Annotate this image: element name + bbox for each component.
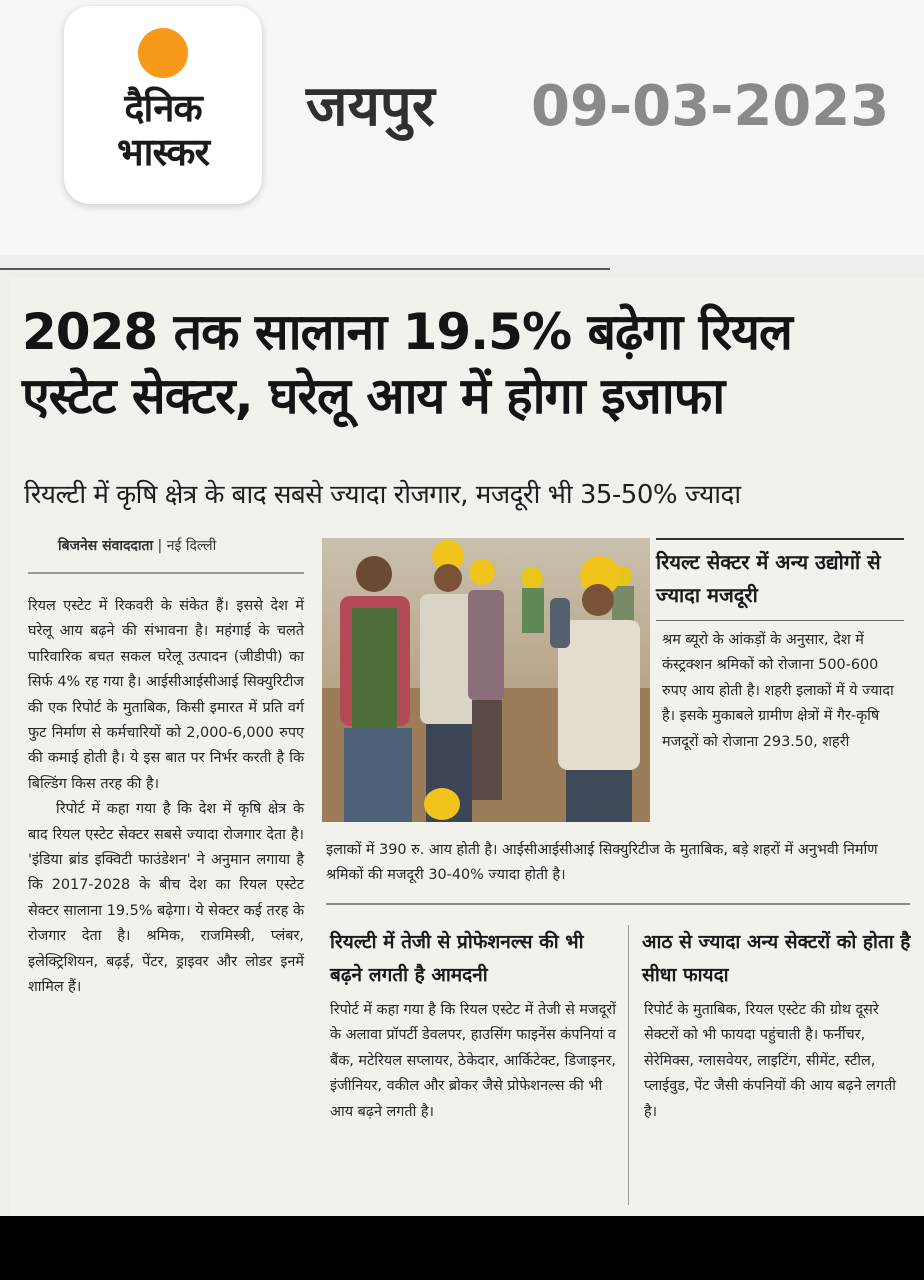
construction-workers-photo [322, 538, 650, 822]
box-headline: रियल्ट सेक्टर में अन्य उद्योगों से ज्यादा मजदूरी [656, 550, 881, 607]
header-divider [0, 268, 610, 270]
byline-place: नई दिल्ली [166, 538, 217, 554]
byline-separator: | [157, 538, 167, 554]
byline-author: बिजनेस संवाददाता [58, 538, 154, 554]
other-sectors-body: रिपोर्ट के मुताबिक, रियल एस्टेट की ग्रोथ दूसरे सेक्टरों को भी फायदा पहुंचाती है। फर्नीचर, सेरेमिक्स, ग्लासवेयर, लाइटिंग, सीमेंट, स्टील, प्लाईवुड, पेंट जैसी कंपनियों की आय बढ़ने लगती है। [644, 1002, 897, 1120]
edition-date: 09-03-2023 [531, 74, 890, 139]
box-body-continued: इलाकों में 390 रु. आय होती है। आईसीआईसीआई सिक्युरिटीज के मुताबिक, बड़े शहरों में अनुभवी निर्माण श्रमिकों की मजदूरी 30-40% ज्यादा होती है। [326, 842, 878, 884]
logo-text-line2: भास्कर [116, 129, 210, 174]
body-paragraph-1: रियल एस्टेट में रिकवरी के संकेत हैं। इससे देश में घरेलू आय बढ़ने की संभावना है। महंगाई के चलते पारिवारिक बचत सकल घरेलू उत्पादन (जीडीपी) का सिर्फ 4% रह गया है। आईसीआईसीआई सिक्युरिटीज की एक रिपोर्ट के मुताबिक, किसी इमारत में प्रति वर्ग फुट निर्माण से कर्मचारियों को 2,000-6,000 रुपए की कमाई होती है। ये इस बात पर निर्भर करती है कि बिल्डिंग किस तरह की है। [28, 598, 304, 792]
professionals-body: रिपोर्ट में कहा गया है कि रियल एस्टेट में तेजी से मजदूरों के अलावा प्रॉपर्टी डेवलपर, हाउसिंग फाइनेंस कंपनियां व बैंक, मटेरियल सप्लायर, ठेकेदार, आर्किटेक्ट, डिजाइनर, इंजीनियर, वकील और ब्रोकर जैसे प्रोफेशनल्स की भी आय बढ़ने लगती है। [330, 1002, 616, 1120]
bottom-black-bar [0, 1216, 924, 1280]
logo-text-line1: दैनिक [124, 85, 202, 130]
dainik-bhaskar-logo [64, 6, 262, 204]
headline-line2: एस्टेट सेक्टर, घरेलू आय में होगा इजाफा [22, 367, 725, 425]
body-paragraph-2: रिपोर्ट में कहा गया है कि देश में कृषि क्षेत्र के बाद रियल एस्टेट सेक्टर सबसे ज्यादा रोजगार देता है। 'इंडिया ब्रांड इक्विटी फाउंडेशन' ने अनुमान लगाया है कि 2017-2028 के बीच देश का रियल एस्टेट सेक्टर सालाना 19.5% बढ़ेगा। ये सेक्टर कई तरह के रोजगार देता है। श्रमिक, राजमिस्त्री, प्लंबर, इलेक्ट्रिशियन, बढ़ई, पेंटर, ड्राइवर और लोडर इनमें शामिल हैं। [28, 801, 304, 996]
article-subheadline: रियल्टी में कृषि क्षेत्र के बाद सबसे ज्यादा रोजगार, मजदूरी भी 35-50% ज्यादा [24, 480, 741, 510]
edition-city: जयपुर [306, 74, 435, 139]
section-divider [326, 903, 910, 905]
box-body-text: श्रम ब्यूरो के आंकड़ों के अनुसार, देश में कंस्ट्रक्शन श्रमिकों को रोजाना 500-600 रुपए आय होती है। शहरी इलाकों में ये ज्यादा है। इसके मुकाबले ग्रामीण क्षेत्रों में गैर-कृषि मजदूरों को रोजाना 293.50, शहरी [662, 632, 894, 750]
article-body-column [28, 594, 304, 1001]
headline-line1: 2028 तक सालाना 19.5% बढ़ेगा रियल [22, 303, 792, 361]
sun-icon [138, 28, 188, 78]
app-header [0, 0, 924, 255]
box-top-rule [656, 538, 904, 540]
other-sectors-subheadline: आठ से ज्यादा अन्य सेक्टरों को होता है सीधा फायदा [642, 931, 911, 986]
byline [58, 536, 216, 555]
column-divider [628, 925, 629, 1205]
professionals-subheadline: रियल्टी में तेजी से प्रोफेशनल्स की भी बढ़ने लगती है आमदनी [330, 931, 584, 986]
workers-illustration [322, 538, 650, 822]
byline-divider [28, 572, 304, 574]
article-headline [22, 300, 912, 428]
box-title-divider [656, 620, 904, 621]
